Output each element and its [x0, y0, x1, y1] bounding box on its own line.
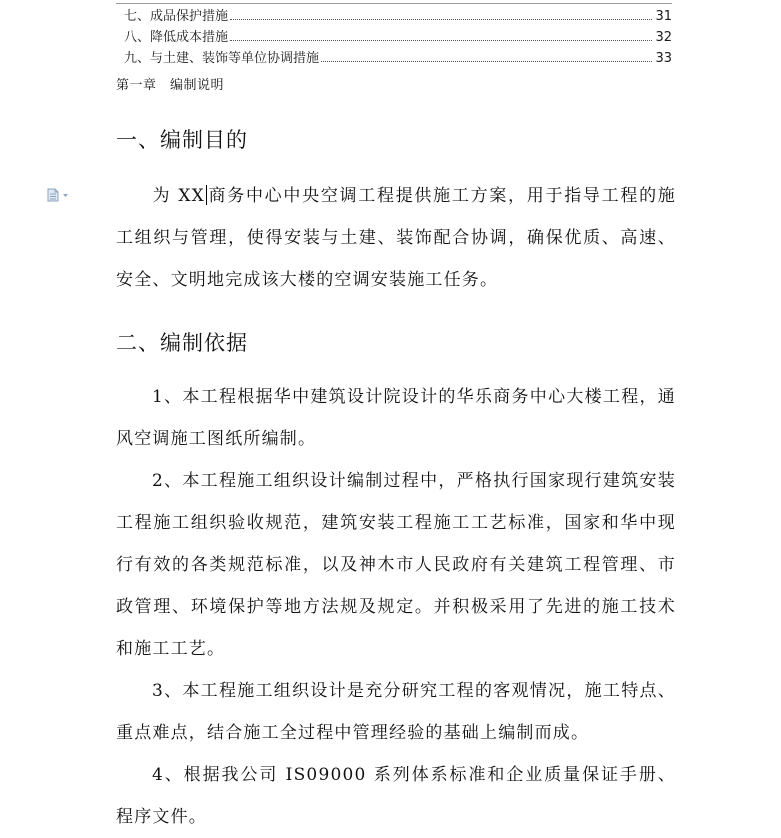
paragraph-text: 商务中心中央空调工程提供施工方案，用于指导工程的施工组织与管理，使得安装与土建、装饰配合协调，确保优质、高速、安全、文明地完成该大楼的空调安装施工任务。	[116, 186, 676, 290]
section-heading: 一、编制目的	[116, 128, 248, 152]
document-note-icon[interactable]	[47, 187, 73, 201]
text-cursor	[206, 185, 207, 205]
toc-entry-text: 八、降低成本措施	[124, 30, 229, 45]
toc-entry-page: 32	[655, 30, 672, 45]
section-heading: 二、编制依据	[116, 331, 248, 355]
toc-leader-dots	[230, 19, 652, 20]
paragraph	[116, 460, 676, 670]
paragraph	[116, 754, 676, 838]
paragraph-text: 1、本工程根据华中建筑设计院设计的华乐商务中心大楼工程，通风空调施工图纸所编制。	[116, 387, 676, 449]
paragraph	[116, 175, 676, 301]
toc-entry[interactable]	[116, 27, 672, 45]
toc-entry[interactable]	[116, 48, 672, 66]
chapter-title: 第一章 编制说明	[116, 78, 225, 93]
paragraph-text: 3、本工程施工组织设计是充分研究工程的客观情况，施工特点、重点难点，结合施工全过程中管理经验的基础上编制而成。	[116, 681, 676, 743]
toc-entry-page: 33	[655, 51, 672, 66]
page-top-border	[116, 0, 672, 4]
toc-entry-text: 七、成品保护措施	[124, 9, 229, 24]
toc-entry-text: 九、与土建、装饰等单位协调措施	[124, 51, 320, 66]
toc-entry-page: 31	[655, 9, 672, 24]
toc-leader-dots	[321, 61, 652, 62]
paragraph	[116, 670, 676, 754]
paragraph-text: 4、根据我公司 IS09000 系列体系标准和企业质量保证手册、程序文件。	[116, 765, 676, 827]
toc-leader-dots	[230, 40, 652, 41]
paragraph	[116, 376, 676, 460]
toc-entry[interactable]	[116, 6, 672, 24]
paragraph-text: 2、本工程施工组织设计编制过程中，严格执行国家现行建筑安装工程施工组织验收规范，建筑安装工程施工工艺标准，国家和华中现行有效的各类规范标准，以及神木市人民政府有关建筑工程管理、市政管理、环境保护等地方法规及规定。并积极采用了先进的施工技术和施工工艺。	[116, 471, 676, 659]
paragraph-text: 为 XX	[152, 186, 205, 206]
